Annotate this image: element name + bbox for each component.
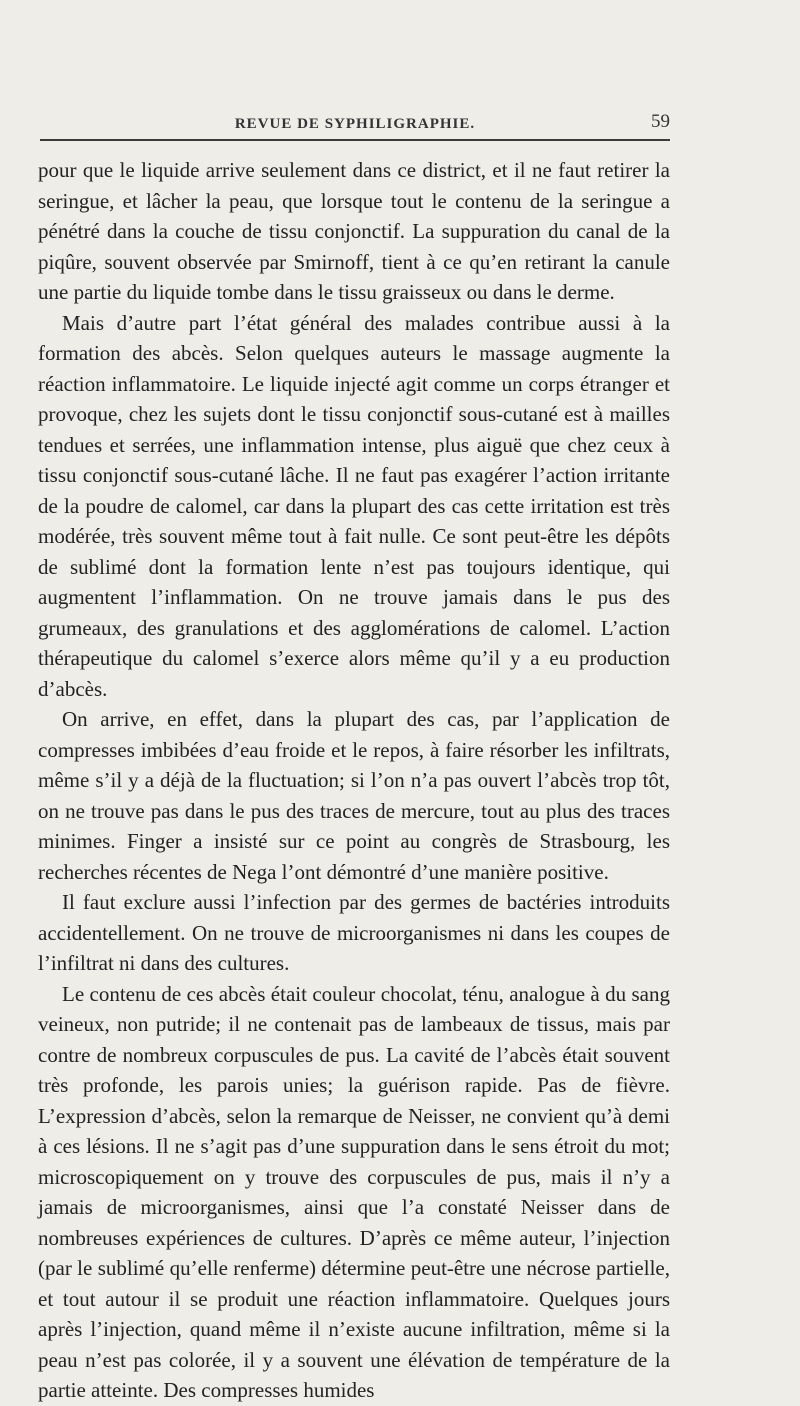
paragraph-abces-formation: Mais d’autre part l’état général des malades contribue aussi à la formation des abcès. Selon quelques auteurs le massage augmente la réaction inflammatoire. Le liquide injecté agit comme un corps étranger et provoque, chez les sujets dont le tissu conjonctif sous-cutané est à mailles tendues et serrées, une inflammation intense, plus aiguë que chez ceux à tissu conjonctif sous-cutané lâche. Il ne faut pas exagérer l’action irritante de la poudre de calomel, car dans la plupart des cas cette irritation est très modérée, très souvent même tout à fait nulle. Ce sont peut-être les dépôts de sublimé dont la formation lente n’est pas toujours identique, qui augmentent l’inflammation. On ne trouve jamais dans le pus des grumeaux, des granulations et des agglomérations de calomel. L’action thérapeutique du calomel s’exerce alors même qu’il y a eu production d’abcès. — [38, 310, 670, 701]
running-head — [40, 106, 670, 140]
running-title: REVUE DE SYPHILIGRAPHIE. — [234, 116, 476, 132]
header-rule — [40, 139, 670, 141]
paragraph-continuation: pour que le liquide arrive seulement dans ce district, et il ne faut retirer la seringue, et lâcher la peau, que lorsque tout le contenu de la seringue a pénétré dans la couche de tissu conjonctif. La suppuration du canal de la piqûre, souvent observée par Smirnoff, tient à ce qu’en retirant la canule une partie du liquide tombe dans le tissu graisseux ou dans le derme. — [38, 158, 670, 304]
body-text — [38, 155, 670, 1406]
paragraph-compresses: On arrive, en effet, dans la plupart des cas, par l’application de compresses imbibées d’eau froide et le repos, à faire résorber les infiltrats, même s’il y a déjà de la fluctuation; si l’on n’a pas ouvert l’abcès trop tôt, on ne trouve pas dans le pus des traces de mercure, tout au plus des traces minimes. Finger a insisté sur ce point au congrès de Strasbourg, les recherches récentes de Nega l’ont démontré d’une manière positive. — [38, 707, 670, 884]
paragraph-contenu-abces: Le contenu de ces abcès était couleur chocolat, ténu, analogue à du sang veineux, non putride; il ne contenait pas de lambeaux de tissus, mais par contre de nombreux corpuscules de pus. La cavité de l’abcès était souvent très profonde, les parois unies; la guérison rapide. Pas de fièvre. L’expression d’abcès, selon la remarque de Neisser, ne convient qu’à demi à ces lésions. Il ne s’agit pas d’une suppuration dans le sens étroit du mot; microscopiquement on y trouve des corpuscules de pus, mais il n’y a jamais de microorganismes, ainsi que l’a constaté Neisser dans de nombreuses expériences de cultures. D’après ce même auteur, l’injection (par le sublimé qu’elle renferme) détermine peut-être une nécrose partielle, et tout autour il se produit une réaction inflammatoire. Quelques jours après l’injection, quand même il n’existe aucune infiltration, même si la peau n’est pas colorée, il y a souvent une élévation de température de la partie atteinte. Des compresses humides — [38, 981, 670, 1402]
page-number: 59 — [651, 111, 670, 132]
paragraph-infection: Il faut exclure aussi l’infection par des germes de bactéries introduits accidentellement. On ne trouve de microorganismes ni dans les coupes de l’infiltrat ni dans des cultures. — [38, 890, 670, 975]
